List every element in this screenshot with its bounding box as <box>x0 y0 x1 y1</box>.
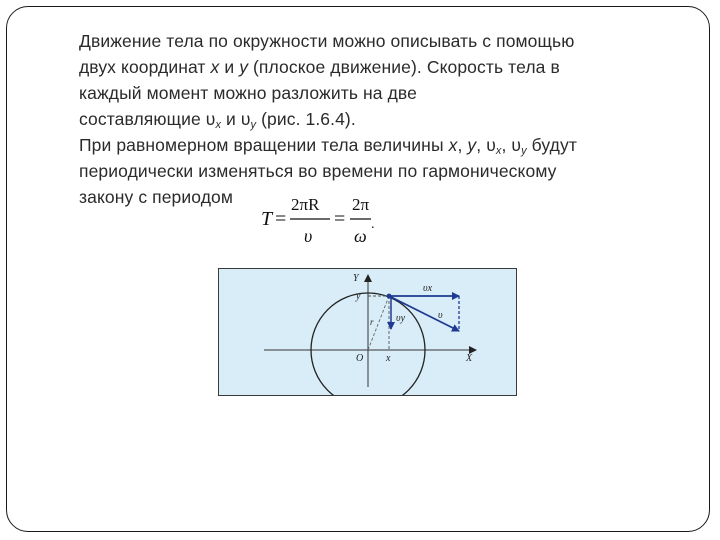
text-span: и <box>221 109 241 129</box>
subscript-y: y <box>250 119 257 131</box>
vx-label: υx <box>423 283 433 294</box>
text-line <box>79 106 679 132</box>
text-span: закону с периодом <box>79 187 233 207</box>
text-line <box>79 184 679 210</box>
formula-numerator: 2πR <box>291 195 320 214</box>
text-span: каждый момент можно разложить на две <box>79 83 417 103</box>
formula-dot: . <box>371 217 375 232</box>
figure-1-6-4 <box>218 268 517 396</box>
v-symbol: υ <box>240 109 251 129</box>
text-span: и <box>219 57 240 77</box>
v-symbol: υ <box>205 109 216 129</box>
subscript-x: x <box>215 119 222 131</box>
x-coordinate-label: x <box>386 353 391 364</box>
formula-denominator: υ <box>304 226 313 246</box>
var-x: x <box>210 57 220 77</box>
text-span: Движение тела по окружности можно описывать с помощью <box>79 31 575 51</box>
text-span: двух координат <box>79 57 211 77</box>
text-span: периодически изменяться во времени по гармоническому <box>79 161 557 181</box>
text-span: При равномерном вращении тела величины <box>79 135 449 155</box>
radius-label: r <box>370 317 374 327</box>
text-span: будут <box>526 135 577 155</box>
formula-equals: = <box>275 208 287 230</box>
formula-denominator: ω <box>354 226 367 246</box>
body-point <box>387 294 392 299</box>
var-x: x <box>448 135 458 155</box>
text-line <box>79 80 679 106</box>
subscript-x: x <box>495 145 502 157</box>
vy-label: υy <box>396 313 406 324</box>
text-span: , <box>501 135 512 155</box>
text-span: , <box>457 135 468 155</box>
formula-numerator: 2π <box>352 195 370 214</box>
formula-equals: = <box>334 208 346 230</box>
x-axis-label: X <box>466 353 473 364</box>
v-label: υ <box>438 310 443 321</box>
text-span: составляющие <box>79 109 206 129</box>
y-axis-label: Y <box>353 273 359 284</box>
text-line <box>79 132 679 158</box>
var-y: y <box>239 57 249 77</box>
v-symbol: υ <box>486 135 496 155</box>
formula-T: T <box>261 208 273 230</box>
slide-text <box>79 28 679 210</box>
text-line <box>79 158 679 184</box>
text-line <box>79 28 679 54</box>
text-span: (рис. 1.6.4). <box>256 109 356 129</box>
var-y: y <box>467 135 477 155</box>
origin-label: O <box>356 353 364 364</box>
text-line <box>79 54 679 80</box>
period-formula <box>258 190 378 250</box>
text-span: (плоское движение). Скорость тела в <box>248 57 560 77</box>
subscript-y: y <box>521 145 527 157</box>
y-coordinate-label: y <box>356 291 361 302</box>
v-symbol: υ <box>511 135 522 155</box>
text-span: , <box>476 135 487 155</box>
circular-motion-diagram <box>219 269 516 395</box>
